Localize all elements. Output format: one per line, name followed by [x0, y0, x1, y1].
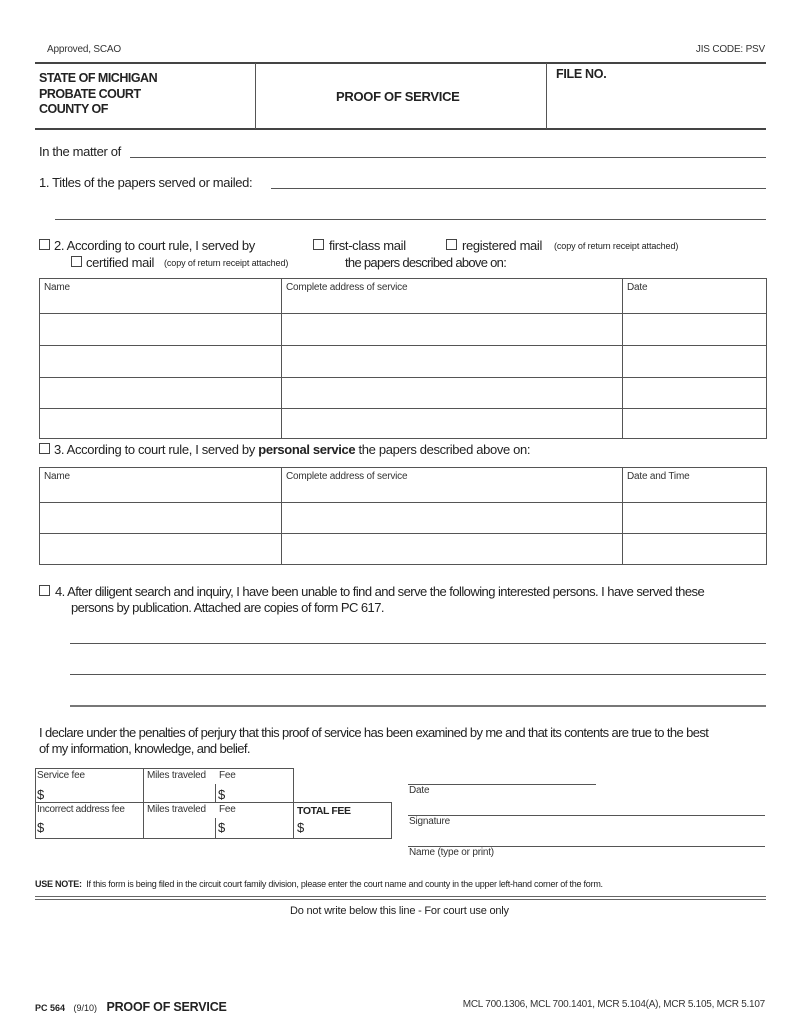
- fee-divider: [215, 784, 216, 802]
- jis-code: JIS CODE: PSV: [695, 44, 765, 55]
- miles-traveled-label: Miles traveled: [147, 770, 206, 781]
- matter-label: In the matter of: [39, 144, 121, 159]
- table-row: [40, 409, 767, 439]
- miles-fee-cell: [143, 802, 294, 839]
- currency-symbol: $: [297, 820, 305, 835]
- address-cell[interactable]: [282, 409, 623, 439]
- item3-label: [54, 443, 530, 456]
- item3-emphasis: personal service: [258, 442, 356, 457]
- court-use-rule: [35, 896, 766, 897]
- mileage-fee-input[interactable]: $: [218, 820, 226, 835]
- table-header-row: [40, 468, 767, 503]
- miles-traveled-input[interactable]: [146, 817, 212, 837]
- service-fee-field[interactable]: [35, 768, 144, 803]
- certified-mail-checkbox[interactable]: [71, 256, 82, 267]
- miles-traveled-label: Miles traveled: [147, 804, 206, 815]
- court-line-state: STATE OF MICHIGAN: [39, 71, 158, 85]
- mileage-fee-input[interactable]: $: [218, 787, 226, 802]
- personal-service-table: [39, 467, 767, 565]
- court-name: [39, 71, 157, 118]
- unserved-persons-line3[interactable]: [70, 691, 766, 707]
- name-cell[interactable]: [40, 503, 282, 534]
- certified-mail-label: certified mail: [86, 255, 155, 270]
- statutory-citations: MCL 700.1306, MCL 700.1401, MCR 5.104(A), MCR 5.105, MCR 5.107: [462, 999, 765, 1010]
- incorrect-address-fee-field[interactable]: [35, 802, 144, 839]
- form-revision: (9/10): [73, 1003, 97, 1013]
- court-line-county: COUNTY OF: [39, 102, 108, 116]
- caption-divider: [255, 63, 256, 129]
- service-fee-label: Service fee: [37, 770, 85, 781]
- use-note: [35, 880, 603, 889]
- date-cell[interactable]: [623, 346, 767, 378]
- table-row: [40, 534, 767, 565]
- item3-prefix: 3. According to court rule, I served by: [54, 442, 255, 457]
- total-fee-field[interactable]: [293, 802, 392, 839]
- date-cell[interactable]: [623, 314, 767, 346]
- caption-bottom-rule: [35, 128, 766, 130]
- name-field[interactable]: [408, 832, 765, 847]
- fee-divider: [215, 818, 216, 838]
- court-use-rule: [35, 899, 766, 900]
- name-cell[interactable]: [40, 378, 282, 409]
- date-cell[interactable]: [623, 409, 767, 439]
- item4-checkbox[interactable]: [39, 585, 50, 596]
- date-field[interactable]: [408, 770, 596, 785]
- use-note-text: If this form is being filed in the circuit court family division, please enter the court name and county in the upper left-hand corner of the form.: [86, 879, 603, 889]
- file-no-field[interactable]: [550, 84, 762, 124]
- miles-traveled-input[interactable]: [146, 783, 212, 801]
- date-cell[interactable]: [623, 378, 767, 409]
- address-cell[interactable]: [282, 378, 623, 409]
- declaration-line2: of my information, knowledge, and belief.: [39, 741, 250, 756]
- titles-input-line1[interactable]: [271, 174, 766, 189]
- caption-top-rule: [35, 62, 766, 64]
- registered-mail-label: registered mail: [462, 238, 543, 253]
- address-cell[interactable]: [282, 534, 623, 565]
- certified-mail-note: (copy of return receipt attached): [164, 258, 289, 268]
- declaration-line1: I declare under the penalties of perjury that this proof of service has been examined by me and that its contents are true to the best: [39, 725, 709, 740]
- column-header-date: Date: [623, 279, 767, 314]
- item3-suffix: the papers described above on:: [358, 442, 531, 457]
- table-row: [40, 314, 767, 346]
- column-header-name: Name: [40, 279, 282, 314]
- name-cell[interactable]: [40, 534, 282, 565]
- incorrect-address-fee-label: Incorrect address fee: [37, 804, 125, 815]
- date-time-cell[interactable]: [623, 534, 767, 565]
- matter-input[interactable]: [130, 143, 766, 158]
- form-footer: [35, 999, 227, 1015]
- registered-mail-checkbox[interactable]: [446, 239, 457, 250]
- column-header-date-time: Date and Time: [623, 468, 767, 503]
- signature-label: Signature: [409, 816, 451, 827]
- caption-divider: [546, 63, 547, 129]
- court-use-text: Do not write below this line - For court use only: [290, 905, 509, 917]
- item3-checkbox[interactable]: [39, 443, 50, 454]
- fee-label: Fee: [219, 804, 236, 815]
- court-line-court: PROBATE COURT: [39, 86, 141, 101]
- column-header-address: Complete address of service: [282, 468, 623, 503]
- table-header-row: [40, 279, 767, 314]
- address-cell[interactable]: [282, 346, 623, 378]
- item1-label: 1. Titles of the papers served or mailed:: [39, 175, 253, 190]
- name-cell[interactable]: [40, 346, 282, 378]
- form-number: PC 564: [35, 1003, 66, 1013]
- table-row: [40, 503, 767, 534]
- item2-checkbox[interactable]: [39, 239, 50, 250]
- unserved-persons-line1[interactable]: [70, 629, 766, 644]
- name-cell[interactable]: [40, 314, 282, 346]
- footer-title: PROOF OF SERVICE: [106, 1000, 227, 1014]
- item2-suffix: the papers described above on:: [345, 255, 507, 270]
- item4-text-line2: persons by publication. Attached are copies of form PC 617.: [71, 600, 384, 615]
- first-class-mail-label: first-class mail: [329, 238, 406, 253]
- miles-fee-cell: [143, 768, 294, 803]
- first-class-mail-checkbox[interactable]: [313, 239, 324, 250]
- table-row: [40, 346, 767, 378]
- unserved-persons-line2[interactable]: [70, 660, 766, 675]
- mail-service-table: [39, 278, 767, 439]
- use-note-label: USE NOTE:: [35, 879, 82, 889]
- signature-field[interactable]: [408, 801, 765, 816]
- item4-text-line1: 4. After diligent search and inquiry, I have been unable to find and serve the following interested persons. I have served these: [55, 584, 705, 599]
- address-cell[interactable]: [282, 503, 623, 534]
- titles-input-line2[interactable]: [55, 205, 766, 220]
- total-fee-label: TOTAL FEE: [297, 805, 351, 817]
- file-no-label: FILE NO.: [556, 67, 607, 81]
- table-row: [40, 378, 767, 409]
- name-label: Name (type or print): [409, 847, 494, 858]
- item2-label: 2. According to court rule, I served by: [54, 238, 255, 253]
- currency-symbol: $: [37, 820, 45, 835]
- form-title: PROOF OF SERVICE: [336, 89, 460, 104]
- name-cell[interactable]: [40, 409, 282, 439]
- date-label: Date: [409, 785, 430, 796]
- column-header-address: Complete address of service: [282, 279, 623, 314]
- approval-text: Approved, SCAO: [47, 44, 121, 55]
- address-cell[interactable]: [282, 314, 623, 346]
- currency-symbol: $: [37, 787, 45, 802]
- column-header-name: Name: [40, 468, 282, 503]
- fee-label: Fee: [219, 770, 236, 781]
- date-time-cell[interactable]: [623, 503, 767, 534]
- registered-mail-note: (copy of return receipt attached): [554, 241, 679, 251]
